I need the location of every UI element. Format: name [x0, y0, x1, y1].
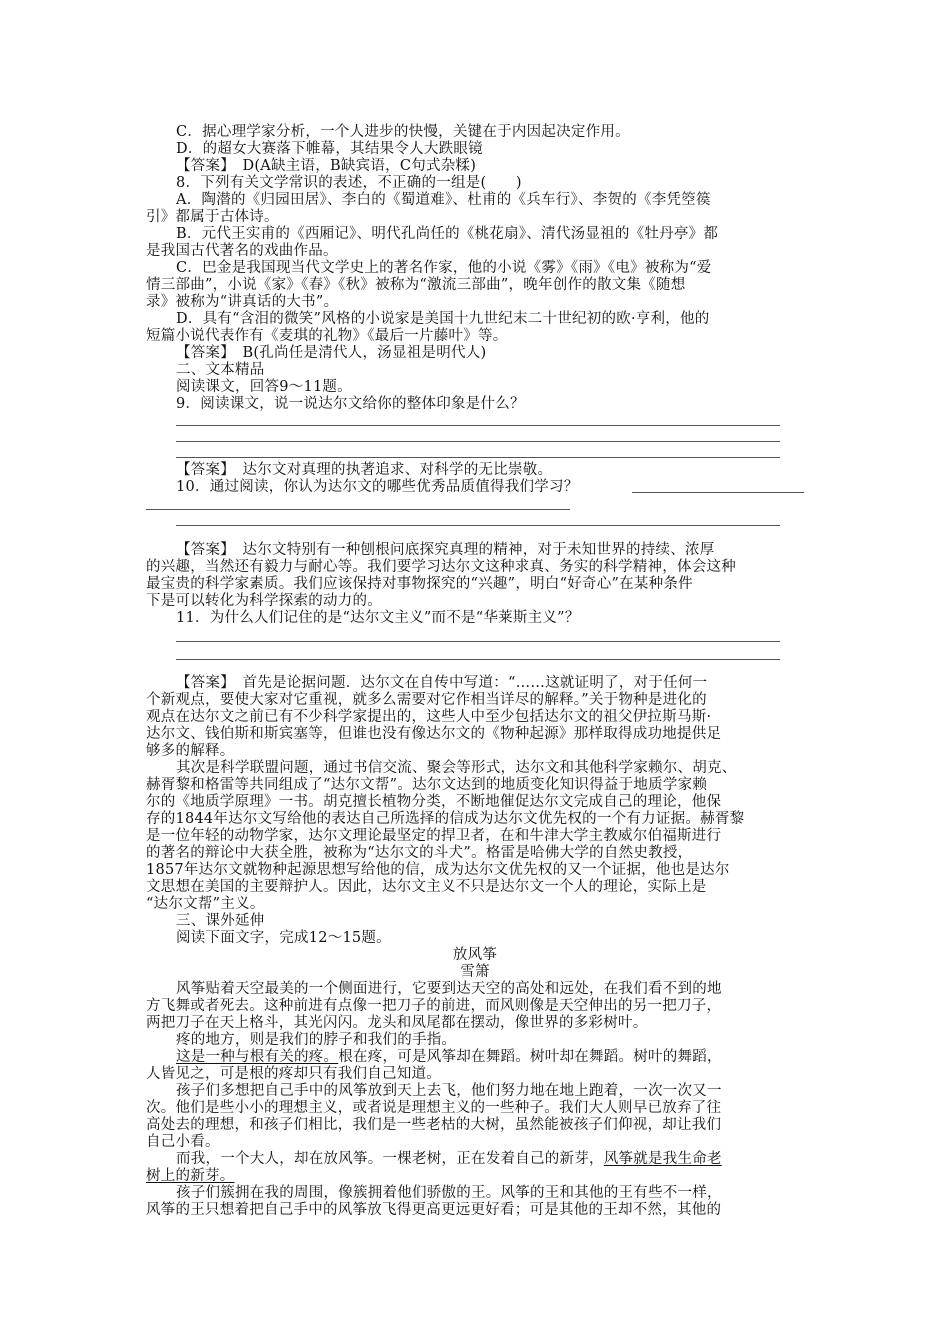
option-d-text: D．的超女大赛落下帷幕，其结果令人大跌眼镜	[176, 141, 483, 157]
passage-para3-line	[176, 1049, 722, 1066]
q8-option-d: D．具有“含泪的微笑”风格的小说家是美国十九世纪末二十世纪初的欧·亨利，他的	[176, 311, 710, 327]
answer-11-cont: 文思想在美国的主要辩护人。因此，达尔文主义不只是达尔文一个人的理论，实际上是	[146, 879, 707, 895]
underlined-phrase: 风筝就是我生命老	[603, 1151, 722, 1167]
answer-11-cont: 的著名的辩论中大获全胜，被称为“达尔文的斗犬”。格雷是哈佛大学的自然史教授，	[146, 845, 693, 861]
answer-10: 【答案】 达尔文特别有一种刨根问底探究真理的精神，对于未知世界的持续、浓厚	[176, 542, 715, 558]
answer-8: 【答案】 B(孔尚任是清代人，汤显祖是明代人)	[176, 345, 487, 361]
option-c-text: C．据心理学家分析，一个人进步的快慢，关键在于内因起决定作用。	[176, 124, 630, 140]
answer-11-cont: 尔的《地质学原理》一书。胡克擅长植物分类，不断地催促达尔文完成自己的理论，他保	[146, 794, 722, 810]
passage-para4: 孩子们多想把自己手中的风筝放到天上去飞，他们努力地在地上跑着，一次一次又一	[176, 1083, 722, 1099]
answer-line	[176, 457, 780, 458]
q8-option-b: B．元代王实甫的《西厢记》、明代孔尚任的《桃花扇》、清代汤显祖的《牡丹亭》都	[176, 226, 719, 242]
passage-para5-line	[176, 1151, 722, 1168]
answer-line	[176, 425, 780, 426]
question-9: 9．阅读课文，说一说达尔文给你的整体印象是什么？	[176, 396, 525, 412]
answer-11-para2: 其次是科学联盟问题，通过书信交流、聚会等形式，达尔文和其他科学家赖尔、胡克、	[176, 760, 737, 776]
passage-para1-cont: 两把刀子在天上格斗，其光闪闪。龙头和凤尾都在摆动，像世界的多彩树叶。	[146, 1015, 648, 1031]
q8-option-b-cont: 是我国古代著名的戏曲作品。	[146, 243, 338, 259]
answer-11-cont: “达尔文帮”主义。	[146, 896, 265, 912]
passage-para2: 疼的地方，则是我们的脖子和我们的手指。	[176, 1032, 457, 1048]
answer-10-cont1: 的兴趣，当然还有毅力与耐心等。我们要学习达尔文这种求真、务实的科学精神，体会这种	[146, 559, 736, 575]
question-8: 8．下列有关文学常识的表述，不正确的一组是( )	[176, 175, 522, 191]
answer-10-cont3: 下是可以转化为科学探索的动力的。	[146, 593, 382, 609]
q8-option-d-cont: 短篇小说代表作有《麦琪的礼物》《最后一片藤叶》等。	[146, 328, 508, 344]
passage-para5-text: 而我，一个大人，却在放风筝。一棵老树，正在发着自己的新芽，	[176, 1151, 604, 1167]
answer-11-cont: 个新观点，要使大家对它重视，就多么需要对它作相当详尽的解释。”关于物种是进化的	[146, 692, 707, 708]
answer-11-cont: 赫胥黎和格雷等共同组成了“达尔文帮”。达尔文达到的地质变化知识得益于地质学家赖	[146, 777, 708, 793]
section-heading-2: 二、文本精品	[176, 362, 265, 378]
answer-11-cont: 存的1844年达尔文写给他的表达自己所选择的信成为达尔文优先权的一个有力证据。赫胥黎	[146, 811, 745, 827]
answer-11-cont: 1857年达尔文就物种起源思想写给他的信，成为达尔文优先权的又一个证据，他也是达尔	[146, 862, 730, 878]
answer-line	[632, 492, 804, 493]
q8-option-a-cont: 引》都属于古体诗。	[146, 209, 279, 225]
answer-line	[176, 641, 780, 642]
q8-option-c-cont1: 情三部曲”，小说《家》《春》《秋》被称为“激流三部曲”，晚年创作的散文集《随想	[146, 277, 686, 293]
answer-line	[176, 659, 780, 660]
answer-10-cont2: 最宝贵的科学家素质。我们应该保持对事物探究的“兴趣”，明白“好奇心”在某种条件	[146, 576, 693, 592]
q8-option-c-cont2: 录》被称为“讲真话的大书”。	[146, 294, 339, 310]
answer-11: 【答案】 首先是论据问题．达尔文在自传中写道：“……这就证明了，对于任何一	[176, 675, 708, 691]
passage-para4-cont: 自己小看。	[146, 1134, 220, 1150]
answer-11-cont: 够多的解释。	[146, 743, 235, 759]
passage-para3-cont: 人皆见之，可是根的疼却只有我们自己知道。	[146, 1066, 441, 1082]
underlined-phrase-cont: 树上的新芽。	[146, 1168, 235, 1184]
q8-option-a: A．陶潜的《归园田居》、李白的《蜀道难》、杜甫的《兵车行》、李贺的《李凭箜篌	[176, 192, 711, 208]
answer-line	[176, 525, 780, 526]
answer-7: 【答案】 D(A缺主语，B缺宾语，C句式杂糅)	[176, 158, 477, 174]
answer-11-cont: 观点在达尔文之前已有不少科学家提出的，这些人中至少包括达尔文的祖父伊拉斯马斯·	[146, 709, 712, 725]
passage-title: 放风筝	[452, 947, 498, 963]
passage-para6-cont: 风筝的王只想着把自己手中的风筝放飞得更高更远更好看；可是其他的王却不然，其他的	[146, 1202, 722, 1218]
question-11: 11．为什么人们记住的是“达尔文主义”而不是“华莱斯主义”？	[176, 610, 580, 626]
reading-instruction-2: 阅读下面文字，完成12～15题。	[176, 930, 391, 946]
reading-instruction: 阅读课文，回答9～11题。	[176, 379, 352, 395]
passage-para5-cont	[146, 1168, 235, 1185]
question-10: 10．通过阅读，你认为达尔文的哪些优秀品质值得我们学习？	[176, 479, 579, 495]
passage-para4-cont: 次。他们是些小小的理想主义，或者说是理想主义的一些种子。我们大人则早已放弃了往	[146, 1100, 722, 1116]
answer-11-cont: 是一位年轻的动物学家，达尔文理论最坚定的捍卫者，在和牛津大学主教威尔伯福斯进行	[146, 828, 722, 844]
answer-line	[176, 441, 780, 442]
passage-author: 雪箫	[460, 964, 490, 980]
section-heading-3: 三、课外延伸	[176, 913, 265, 929]
passage-para3-rest: 根在疼，可是风筝却在舞蹈。树叶却在舞蹈。树叶的舞蹈，	[338, 1049, 722, 1065]
answer-11-cont: 达尔文、钱伯斯和斯宾塞等，但谁也没有像达尔文的《物种起源》那样取得成功地提供足	[146, 726, 722, 742]
passage-para1-cont: 方飞舞或者死去。这种前进有点像一把刀子的前进，而风则像是天空伸出的另一把刀子，	[146, 998, 722, 1014]
q8-option-c: C．巴金是我国现当代文学史上的著名作家，他的小说《雾》《雨》《电》被称为“爱	[176, 260, 712, 276]
passage-para4-cont: 高处去的理想，和孩子们相比，我们是一些老枯的大树，虽然能被孩子们仰视，却让我们	[146, 1117, 722, 1133]
passage-para6: 孩子们簇拥在我的周围，像簇拥着他们骄傲的王。风筝的王和其他的王有些不一样，	[176, 1185, 722, 1201]
underlined-sentence: 这是一种与根有关的疼。	[176, 1049, 339, 1065]
answer-9: 【答案】 达尔文对真理的执著追求、对科学的无比崇敬。	[176, 462, 553, 478]
answer-line	[146, 509, 570, 510]
passage-para1: 风筝贴着天空最美的一个侧面进行，它要到达天空的高处和远处，在我们看不到的地	[176, 981, 722, 997]
